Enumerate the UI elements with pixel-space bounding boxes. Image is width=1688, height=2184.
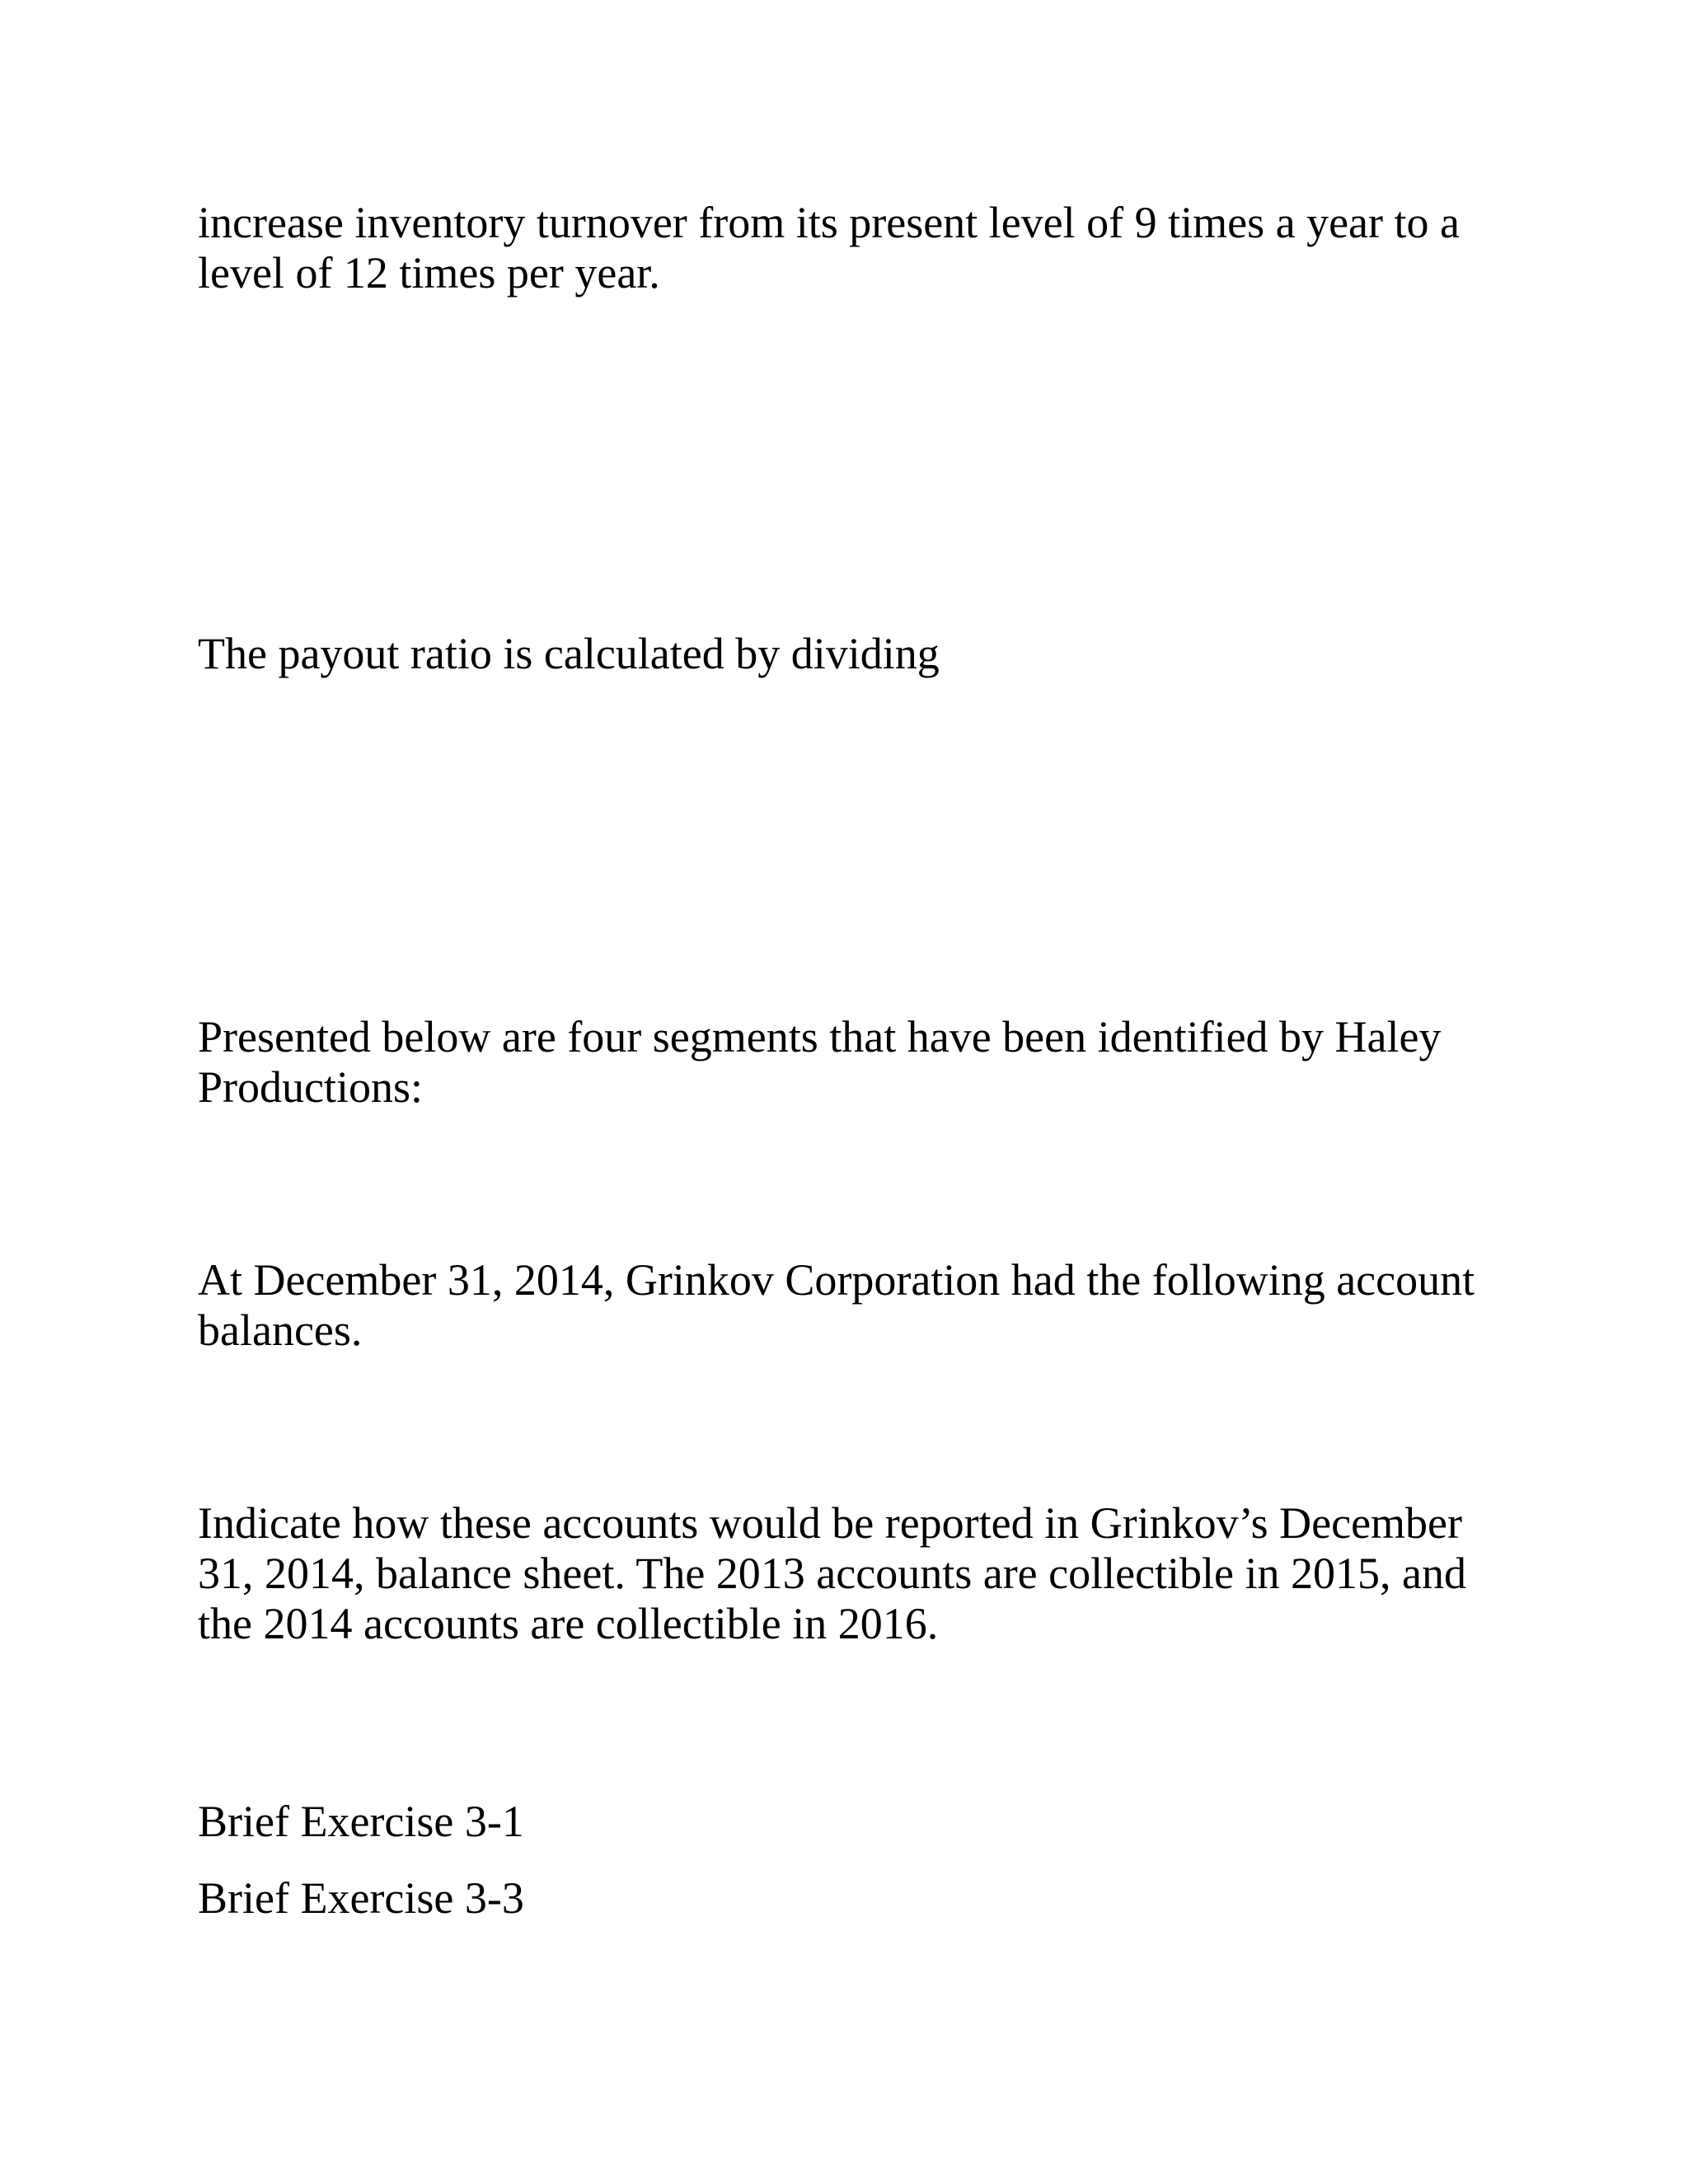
text-line: balances. bbox=[198, 1305, 363, 1355]
text-line: level of 12 times per year. bbox=[198, 248, 660, 298]
text-line: Brief Exercise 3-3 bbox=[198, 1873, 524, 1923]
text-line: At December 31, 2014, Grinkov Corporation had the following account bbox=[198, 1255, 1475, 1305]
paragraph-payout-ratio bbox=[198, 629, 1484, 679]
text-line: Presented below are four segments that have been identified by Haley bbox=[198, 1012, 1442, 1062]
text-line: Indicate how these accounts would be reported in Grinkov’s December bbox=[198, 1498, 1462, 1548]
text-line: the 2014 accounts are collectible in 2016. bbox=[198, 1599, 939, 1648]
paragraph-segments bbox=[198, 1012, 1484, 1113]
text-line: increase inventory turnover from its present level of 9 times a year to a bbox=[198, 198, 1460, 247]
text-line: 31, 2014, balance sheet. The 2013 accounts are collectible in 2015, and bbox=[198, 1549, 1466, 1598]
heading-brief-exercise-3-3 bbox=[198, 1873, 1484, 1924]
text-line: The payout ratio is calculated by dividing bbox=[198, 629, 940, 678]
paragraph-account-balances bbox=[198, 1255, 1484, 1356]
heading-brief-exercise-3-1 bbox=[198, 1797, 1484, 1847]
text-line: Productions: bbox=[198, 1062, 424, 1112]
paragraph-balance-sheet-instructions bbox=[198, 1498, 1484, 1649]
paragraph-inventory-turnover bbox=[198, 198, 1484, 298]
text-line: Brief Exercise 3-1 bbox=[198, 1797, 524, 1846]
